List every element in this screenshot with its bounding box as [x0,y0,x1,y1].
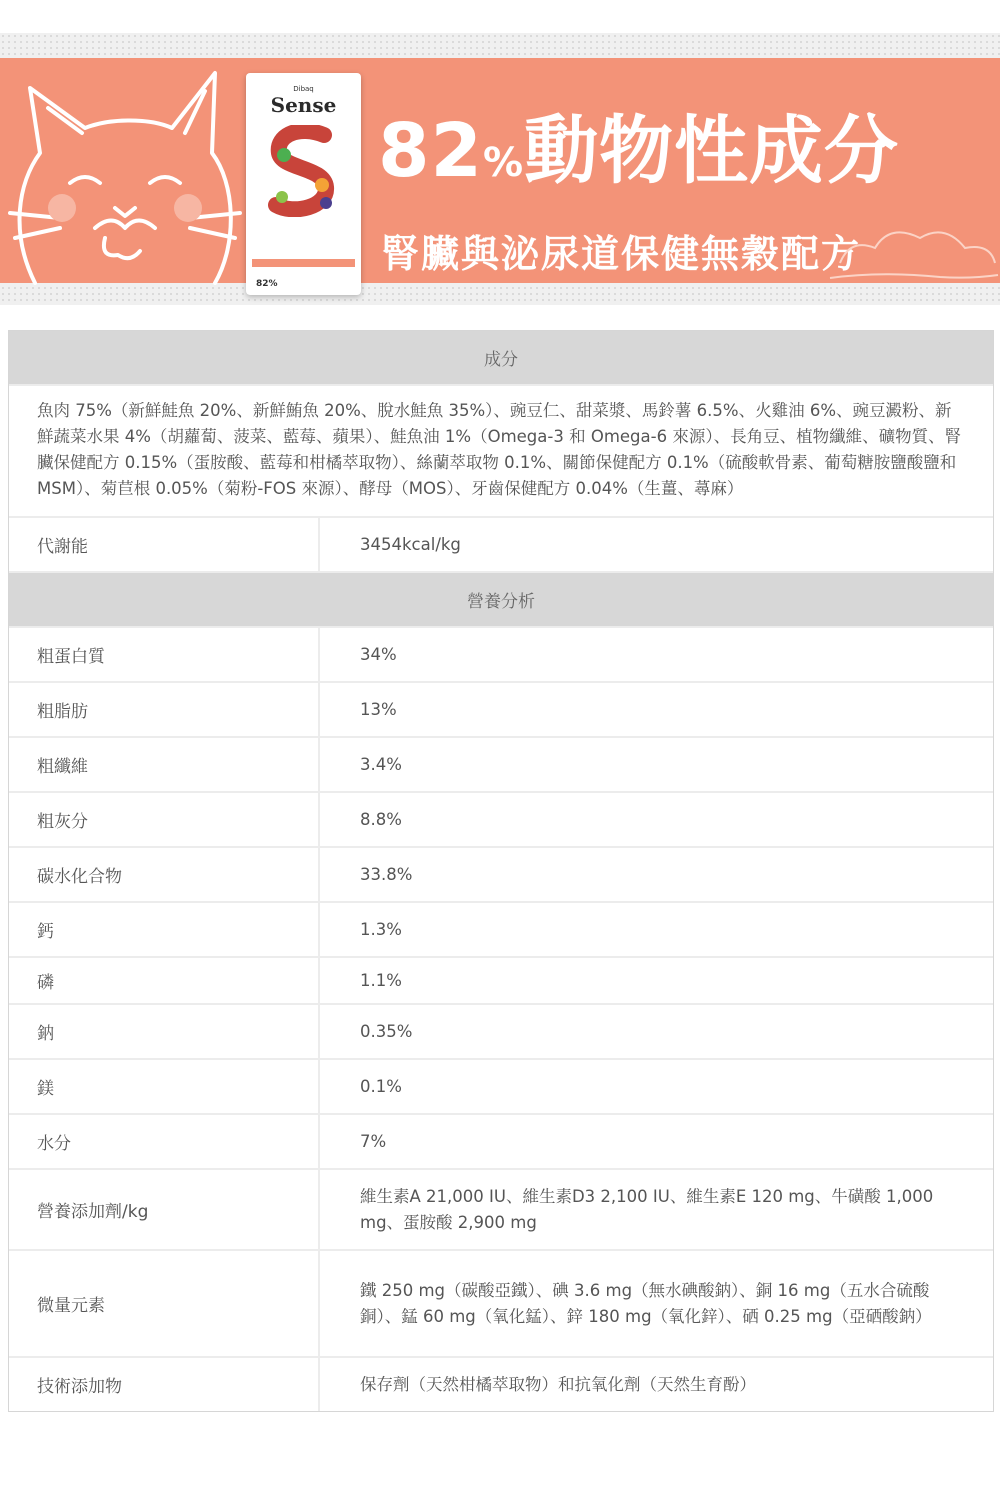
table-row [9,1005,993,1060]
product-banner [0,33,1000,305]
table-row [9,958,993,1005]
table-row [9,738,993,793]
table-row [9,903,993,958]
bag-brand: Sense [270,93,337,117]
row-label: 碳水化合物 [9,848,320,901]
row-value: 33.8% [360,864,413,884]
cloud-decoration [820,193,1000,283]
product-bag [246,73,361,295]
energy-value: 3454kcal/kg [360,534,461,554]
row-value: 34% [360,644,397,664]
table-row [9,848,993,903]
table-row [9,1060,993,1115]
row-value: 7% [360,1131,387,1151]
row-label: 鈣 [9,903,320,956]
nutrition-table [8,330,994,1412]
table-row [9,628,993,683]
trace-elements-value: 鐵 250 mg（碳酸亞鐵）、碘 3.6 mg（無水碘酸鈉）、銅 16 mg（五水合硫酸銅）、錳 60 mg（氧化錳）、鋅 180 mg（氧化鋅）、硒 0.25 mg（亞硒酸鈉） [360,1280,932,1326]
row-label: 粗纖維 [9,738,320,791]
headline-percent: % [482,140,525,186]
row-label: 粗灰分 [9,793,320,846]
trace-elements-row [9,1251,993,1358]
technical-additives-row [9,1358,993,1411]
cat-illustration [0,33,250,305]
ingredients-header: 成分 [9,331,993,386]
headline-number: 82 [378,108,483,194]
row-label: 粗脂肪 [9,683,320,736]
energy-label: 代謝能 [9,518,320,571]
row-value: 13% [360,699,397,719]
row-label: 粗蛋白質 [9,628,320,681]
additives-label: 營養添加劑/kg [9,1170,320,1249]
row-label: 鎂 [9,1060,320,1113]
trace-elements-label: 微量元素 [9,1251,320,1356]
technical-additives-value: 保存劑（天然柑橘萃取物）和抗氧化劑（天然生育酚） [360,1374,756,1394]
analysis-header: 營養分析 [9,573,993,628]
bag-brand-small: Dibaq [293,85,314,93]
additives-value: 維生素A 21,000 IU、維生素D3 2,100 IU、維生素E 120 mg、牛磺酸 1,000 mg、蛋胺酸 2,900 mg [360,1186,934,1232]
banner-headline [378,108,998,206]
row-label: 鈉 [9,1005,320,1058]
row-value: 0.35% [360,1021,413,1041]
energy-row [9,518,993,573]
table-row [9,683,993,738]
table-row [9,1115,993,1170]
row-label: 水分 [9,1115,320,1168]
food-s-graphic [264,125,342,217]
row-value: 1.3% [360,919,402,939]
bag-label-strip [252,259,355,267]
row-value: 8.8% [360,809,402,829]
row-label: 磷 [9,958,320,1003]
row-value: 0.1% [360,1076,402,1096]
headline-text: 動物性成分 [524,108,900,194]
banner-subheadline: 腎臟與泌尿道保健無穀配方 [381,232,862,276]
bag-percent: 82% [256,279,278,289]
ingredients-text: 魚肉 75%（新鮮鮭魚 20%、新鮮鮪魚 20%、脫水鮭魚 35%）、豌豆仁、甜菜漿、馬鈴薯 6.5%、火雞油 6%、豌豆澱粉、新鮮蔬菜水果 4%（胡蘿蔔、菠菜、藍莓、蘋果）、鮭魚油 1%（Omega-3 和 Omega-6 來源）、長角豆、植物纖維、礦物質、腎臟保健配方 0.15%（蛋胺酸、藍莓和柑橘萃取物）、絲蘭萃取物 0.1%、關節保健配方 0.1%（硫酸軟骨素、葡萄糖胺鹽酸鹽和 MSM）、菊苣根 0.05%（菊粉-FOS 來源）、酵母（MOS）、牙齒保健配方 0.04%（生薑、蕁麻） [9,386,993,518]
table-row [9,793,993,848]
row-value: 3.4% [360,754,402,774]
row-value: 1.1% [360,970,402,990]
technical-additives-label: 技術添加物 [9,1358,320,1411]
additives-row [9,1170,993,1251]
